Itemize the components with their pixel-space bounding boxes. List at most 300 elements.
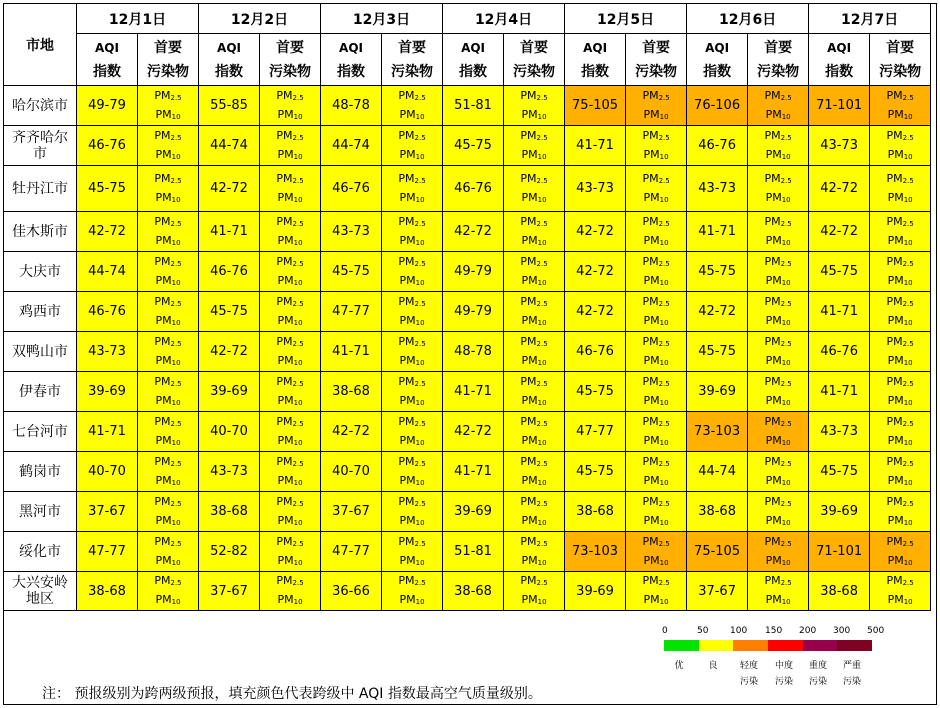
- table-row: [4, 532, 931, 572]
- aqi-range-cell: 36-66: [321, 572, 382, 611]
- pollutant-pm10: $PM_{10}$: [277, 393, 303, 407]
- aqi-range-cell: 47-77: [565, 412, 626, 452]
- pollutant-pm10: $PM_{10}$: [643, 107, 669, 121]
- aqi-range-cell: 55-85: [199, 86, 260, 126]
- primary-pollutant-cell: [138, 532, 199, 572]
- primary-pollutant-cell: [260, 412, 321, 452]
- pollutant-pm10: $PM_{10}$: [521, 513, 547, 527]
- primary-pollutant-cell: [870, 166, 931, 212]
- legend-level-label: [698, 658, 728, 674]
- city-name-line: 七台河市: [12, 423, 68, 440]
- city-name: [4, 372, 77, 412]
- pollutant-pm10: $PM_{10}$: [155, 473, 181, 487]
- pollutant-pm25: $PM_{2.5}$: [886, 454, 914, 468]
- pollutant-pm25: $PM_{2.5}$: [764, 254, 792, 268]
- primary-pollutant-cell: [870, 452, 931, 492]
- pollutant-pm25: $PM_{2.5}$: [276, 454, 304, 468]
- primary-pollutant-cell: [626, 572, 687, 611]
- aqi-header-line2: 指数: [215, 63, 244, 80]
- primary-pollutant-cell: [382, 452, 443, 492]
- primary-pollutant-cell: [260, 532, 321, 572]
- aqi-range-cell: 38-68: [321, 372, 382, 412]
- primary-pollutant-cell: [870, 126, 931, 166]
- pollutant-pm25: $PM_{2.5}$: [276, 494, 304, 508]
- primary-pollutant-cell: [870, 532, 931, 572]
- primary-pollutant-cell: [748, 372, 809, 412]
- primary-pollutant-cell: [260, 372, 321, 412]
- pollutant-pm10: $PM_{10}$: [521, 353, 547, 367]
- pollutant-pm10: $PM_{10}$: [155, 393, 181, 407]
- pollutant-pm25: $PM_{2.5}$: [886, 214, 914, 228]
- primary-pollutant-cell: [504, 492, 565, 532]
- primary-pollutant-cell: [870, 372, 931, 412]
- city-name: [4, 126, 77, 166]
- aqi-range-cell: 48-78: [321, 86, 382, 126]
- city-name: [4, 252, 77, 292]
- pollutant-header-line2: 污染物: [635, 63, 678, 80]
- primary-pollutant-cell: [626, 212, 687, 252]
- primary-pollutant-cell: [260, 166, 321, 212]
- aqi-header-line1: AQI: [339, 40, 363, 55]
- aqi-range-cell: 39-69: [687, 372, 748, 412]
- primary-pollutant-cell: [382, 212, 443, 252]
- pollutant-header-line2: 污染物: [147, 63, 189, 80]
- primary-pollutant-cell: [748, 492, 809, 532]
- pollutant-pm10: $PM_{10}$: [277, 313, 303, 327]
- pollutant-pm10: $PM_{10}$: [521, 393, 547, 407]
- aqi-range-cell: 42-72: [565, 252, 626, 292]
- pollutant-pm25: $PM_{2.5}$: [520, 494, 548, 508]
- pollutant-pm10: $PM_{10}$: [155, 233, 181, 247]
- pollutant-pm10: $PM_{10}$: [521, 107, 547, 121]
- pollutant-pm10: $PM_{10}$: [765, 473, 791, 487]
- primary-pollutant-cell: [382, 372, 443, 412]
- pollutant-pm10: $PM_{10}$: [155, 553, 181, 567]
- table-row: [4, 212, 931, 252]
- pollutant-pm25: $PM_{2.5}$: [154, 494, 182, 508]
- primary-pollutant-cell: [626, 452, 687, 492]
- aqi-range-cell: 45-75: [687, 252, 748, 292]
- table-row: [4, 292, 931, 332]
- pollutant-header-line1: 首要: [398, 39, 427, 56]
- pollutant-pm10: $PM_{10}$: [643, 553, 669, 567]
- pollutant-pm10: $PM_{10}$: [399, 393, 425, 407]
- pollutant-pm25: $PM_{2.5}$: [520, 128, 548, 142]
- aqi-range-cell: 46-76: [199, 252, 260, 292]
- aqi-range-cell: 38-68: [809, 572, 870, 611]
- primary-pollutant-cell: [748, 412, 809, 452]
- aqi-range-cell: 45-75: [687, 332, 748, 372]
- pollutant-pm25: $PM_{2.5}$: [154, 374, 182, 388]
- pollutant-pm25: $PM_{2.5}$: [886, 88, 914, 102]
- aqi-range-cell: 38-68: [199, 492, 260, 532]
- pollutant-pm25: $PM_{2.5}$: [520, 534, 548, 548]
- aqi-range-cell: 49-79: [443, 252, 504, 292]
- legend-level-text: 良: [708, 661, 718, 671]
- aqi-range-cell: 38-68: [77, 572, 138, 611]
- primary-pollutant-header: [382, 34, 443, 86]
- pollutant-header-line1: 首要: [642, 39, 671, 56]
- primary-pollutant-cell: [382, 292, 443, 332]
- aqi-range-cell: 39-69: [565, 572, 626, 611]
- primary-pollutant-cell: [382, 412, 443, 452]
- pollutant-pm25: $PM_{2.5}$: [276, 334, 304, 348]
- aqi-range-cell: 41-71: [77, 412, 138, 452]
- pollutant-pm25: $PM_{2.5}$: [276, 171, 304, 185]
- primary-pollutant-cell: [138, 332, 199, 372]
- pollutant-pm10: $PM_{10}$: [277, 553, 303, 567]
- pollutant-pm10: $PM_{10}$: [887, 553, 913, 567]
- pollutant-pm25: $PM_{2.5}$: [642, 574, 670, 587]
- pollutant-pm25: $PM_{2.5}$: [398, 454, 426, 468]
- pollutant-pm10: $PM_{10}$: [155, 190, 181, 204]
- aqi-range-cell: 37-67: [77, 492, 138, 532]
- pollutant-pm10: $PM_{10}$: [765, 593, 791, 606]
- primary-pollutant-cell: [382, 532, 443, 572]
- table-row: [4, 166, 931, 212]
- city-name-line: 绥化市: [19, 543, 61, 560]
- legend-tick-label: 200: [799, 626, 817, 636]
- pollutant-header-line2: 污染物: [391, 63, 434, 80]
- aqi-range-cell: 38-68: [687, 492, 748, 532]
- footnote: 注： 预报级别为跨两级预报，填充颜色代表跨级中 AQI 指数最高空气质量级别。: [42, 686, 542, 702]
- primary-pollutant-cell: [748, 252, 809, 292]
- pollutant-pm25: $PM_{2.5}$: [642, 294, 670, 308]
- primary-pollutant-cell: [382, 126, 443, 166]
- legend-tick-label: 50: [697, 626, 709, 636]
- city-name-line: 哈尔滨市: [12, 97, 68, 114]
- pollutant-pm25: $PM_{2.5}$: [398, 88, 426, 102]
- aqi-range-cell: 47-77: [321, 532, 382, 572]
- pollutant-pm25: $PM_{2.5}$: [764, 454, 792, 468]
- pollutant-pm10: $PM_{10}$: [155, 433, 181, 447]
- aqi-range-cell: 45-75: [565, 452, 626, 492]
- city-name-line: 地区: [26, 591, 54, 607]
- primary-pollutant-cell: [626, 166, 687, 212]
- legend-color-swatch: [664, 640, 699, 651]
- aqi-range-cell: 39-69: [443, 492, 504, 532]
- aqi-range-cell: 43-73: [77, 332, 138, 372]
- aqi-range-cell: 47-77: [77, 532, 138, 572]
- aqi-range-cell: 46-76: [77, 126, 138, 166]
- pollutant-pm25: $PM_{2.5}$: [276, 374, 304, 388]
- aqi-color-legend: [662, 626, 885, 690]
- primary-pollutant-cell: [626, 372, 687, 412]
- city-name: [4, 212, 77, 252]
- primary-pollutant-cell: [626, 492, 687, 532]
- pollutant-header-line2: 污染物: [879, 63, 922, 80]
- pollutant-pm10: $PM_{10}$: [521, 190, 547, 204]
- pollutant-pm25: $PM_{2.5}$: [276, 214, 304, 228]
- pollutant-pm25: $PM_{2.5}$: [642, 414, 670, 428]
- primary-pollutant-cell: [138, 452, 199, 492]
- pollutant-pm10: $PM_{10}$: [643, 513, 669, 527]
- aqi-range-cell: 42-72: [565, 292, 626, 332]
- legend-level-text: 严重: [842, 661, 861, 671]
- pollutant-pm10: $PM_{10}$: [521, 233, 547, 247]
- primary-pollutant-cell: [382, 332, 443, 372]
- pollutant-header-line2: 污染物: [757, 63, 800, 80]
- aqi-range-cell: 39-69: [77, 372, 138, 412]
- pollutant-pm25: $PM_{2.5}$: [520, 88, 548, 102]
- pollutant-pm25: $PM_{2.5}$: [154, 574, 182, 587]
- pollutant-pm10: $PM_{10}$: [155, 313, 181, 327]
- aqi-range-cell: 37-67: [321, 492, 382, 532]
- pollutant-pm25: $PM_{2.5}$: [276, 534, 304, 548]
- pollutant-pm25: $PM_{2.5}$: [520, 214, 548, 228]
- legend-color-swatch: [837, 640, 872, 651]
- pollutant-header-line1: 首要: [154, 39, 182, 56]
- pollutant-pm10: $PM_{10}$: [521, 147, 547, 161]
- primary-pollutant-cell: [260, 86, 321, 126]
- pollutant-pm10: $PM_{10}$: [399, 353, 425, 367]
- pollutant-pm10: $PM_{10}$: [765, 433, 791, 447]
- primary-pollutant-cell: [504, 412, 565, 452]
- pollutant-pm25: $PM_{2.5}$: [764, 534, 792, 548]
- primary-pollutant-header: [626, 34, 687, 86]
- primary-pollutant-cell: [870, 332, 931, 372]
- legend-level-label: [734, 658, 764, 690]
- aqi-range-cell: 45-75: [199, 292, 260, 332]
- table-row: [4, 492, 931, 532]
- pollutant-pm25: $PM_{2.5}$: [520, 334, 548, 348]
- aqi-range-cell: 42-72: [687, 292, 748, 332]
- aqi-range-cell: 71-101: [809, 532, 870, 572]
- primary-pollutant-cell: [138, 292, 199, 332]
- pollutant-pm10: $PM_{10}$: [887, 513, 913, 527]
- pollutant-header-line1: 首要: [276, 39, 305, 56]
- primary-pollutant-cell: [504, 452, 565, 492]
- primary-pollutant-header: [748, 34, 809, 86]
- aqi-range-cell: 46-76: [321, 166, 382, 212]
- pollutant-pm25: $PM_{2.5}$: [276, 414, 304, 428]
- pollutant-pm25: $PM_{2.5}$: [398, 534, 426, 548]
- city-name: [4, 452, 77, 492]
- aqi-range-cell: 46-76: [443, 166, 504, 212]
- primary-pollutant-cell: [626, 86, 687, 126]
- pollutant-pm25: $PM_{2.5}$: [398, 171, 426, 185]
- pollutant-pm10: $PM_{10}$: [521, 433, 547, 447]
- pollutant-pm25: $PM_{2.5}$: [642, 171, 670, 185]
- primary-pollutant-cell: [138, 492, 199, 532]
- aqi-range-cell: 45-75: [565, 372, 626, 412]
- pollutant-pm10: $PM_{10}$: [643, 147, 669, 161]
- primary-pollutant-cell: [382, 492, 443, 532]
- aqi-header-line2: 指数: [459, 63, 488, 80]
- pollutant-pm10: $PM_{10}$: [887, 433, 913, 447]
- aqi-header-line2: 指数: [337, 63, 366, 80]
- pollutant-pm10: $PM_{10}$: [887, 473, 913, 487]
- legend-level-text: 重度: [808, 661, 827, 671]
- legend-color-swatch: [699, 640, 734, 651]
- aqi-range-cell: 45-75: [809, 452, 870, 492]
- city-name: [4, 86, 77, 126]
- pollutant-pm25: $PM_{2.5}$: [764, 494, 792, 508]
- primary-pollutant-cell: [382, 252, 443, 292]
- primary-pollutant-cell: [138, 126, 199, 166]
- primary-pollutant-cell: [504, 572, 565, 611]
- pollutant-header-line1: 首要: [764, 39, 793, 56]
- pollutant-pm25: $PM_{2.5}$: [398, 574, 426, 587]
- pollutant-pm10: $PM_{10}$: [277, 273, 303, 287]
- aqi-range-cell: 42-72: [321, 412, 382, 452]
- primary-pollutant-cell: [504, 532, 565, 572]
- pollutant-pm25: $PM_{2.5}$: [886, 254, 914, 268]
- city-name-line: 双鸭山市: [12, 343, 68, 360]
- pollutant-pm25: $PM_{2.5}$: [520, 254, 548, 268]
- table-row: [4, 372, 931, 412]
- primary-pollutant-cell: [870, 252, 931, 292]
- pollutant-pm25: $PM_{2.5}$: [276, 294, 304, 308]
- date-header: 12月6日: [687, 4, 809, 34]
- pollutant-pm25: $PM_{2.5}$: [398, 294, 426, 308]
- aqi-range-cell: 42-72: [443, 412, 504, 452]
- pollutant-pm10: $PM_{10}$: [887, 190, 913, 204]
- pollutant-pm25: $PM_{2.5}$: [764, 171, 792, 185]
- pollutant-pm10: $PM_{10}$: [765, 273, 791, 287]
- aqi-range-cell: 41-71: [443, 452, 504, 492]
- pollutant-pm10: $PM_{10}$: [643, 233, 669, 247]
- date-header: 12月1日: [77, 4, 199, 34]
- primary-pollutant-cell: [748, 86, 809, 126]
- primary-pollutant-cell: [626, 412, 687, 452]
- aqi-index-header: [565, 34, 626, 86]
- pollutant-pm25: $PM_{2.5}$: [642, 494, 670, 508]
- pollutant-pm10: $PM_{10}$: [521, 273, 547, 287]
- pollutant-pm10: $PM_{10}$: [643, 433, 669, 447]
- pollutant-pm25: $PM_{2.5}$: [398, 254, 426, 268]
- aqi-range-cell: 41-71: [321, 332, 382, 372]
- pollutant-pm10: $PM_{10}$: [887, 593, 913, 606]
- pollutant-pm10: $PM_{10}$: [765, 147, 791, 161]
- legend-level-text: 污染: [808, 677, 827, 687]
- aqi-range-cell: 41-71: [443, 372, 504, 412]
- pollutant-pm10: $PM_{10}$: [277, 147, 303, 161]
- pollutant-pm10: $PM_{10}$: [765, 353, 791, 367]
- aqi-range-cell: 37-67: [199, 572, 260, 611]
- pollutant-pm10: $PM_{10}$: [887, 107, 913, 121]
- pollutant-pm25: $PM_{2.5}$: [398, 494, 426, 508]
- pollutant-pm25: $PM_{2.5}$: [154, 88, 182, 102]
- pollutant-pm10: $PM_{10}$: [887, 273, 913, 287]
- aqi-index-header: [443, 34, 504, 86]
- legend-level-label: [664, 658, 694, 674]
- pollutant-pm25: $PM_{2.5}$: [276, 574, 304, 587]
- pollutant-pm10: $PM_{10}$: [765, 233, 791, 247]
- pollutant-pm25: $PM_{2.5}$: [398, 374, 426, 388]
- aqi-range-cell: 43-73: [321, 212, 382, 252]
- pollutant-pm25: $PM_{2.5}$: [642, 534, 670, 548]
- pollutant-pm10: $PM_{10}$: [155, 107, 181, 121]
- primary-pollutant-cell: [748, 572, 809, 611]
- primary-pollutant-cell: [138, 412, 199, 452]
- primary-pollutant-cell: [138, 212, 199, 252]
- primary-pollutant-cell: [504, 252, 565, 292]
- aqi-range-cell: 44-74: [687, 452, 748, 492]
- aqi-range-cell: 45-75: [321, 252, 382, 292]
- pollutant-pm25: $PM_{2.5}$: [276, 88, 304, 102]
- legend-tick-label: 500: [867, 626, 885, 636]
- pollutant-pm25: $PM_{2.5}$: [520, 414, 548, 428]
- primary-pollutant-cell: [260, 126, 321, 166]
- pollutant-pm25: $PM_{2.5}$: [642, 88, 670, 102]
- pollutant-pm25: $PM_{2.5}$: [642, 374, 670, 388]
- pollutant-pm10: $PM_{10}$: [765, 313, 791, 327]
- pollutant-pm10: $PM_{10}$: [155, 273, 181, 287]
- city-name-line: 市: [33, 145, 47, 162]
- pollutant-pm25: $PM_{2.5}$: [276, 254, 304, 268]
- pollutant-pm10: $PM_{10}$: [155, 147, 181, 161]
- pollutant-pm10: $PM_{10}$: [277, 593, 303, 606]
- aqi-header-line2: 指数: [581, 63, 610, 80]
- pollutant-pm25: $PM_{2.5}$: [886, 494, 914, 508]
- pollutant-pm10: $PM_{10}$: [277, 473, 303, 487]
- pollutant-pm25: $PM_{2.5}$: [398, 334, 426, 348]
- aqi-range-cell: 45-75: [809, 252, 870, 292]
- pollutant-pm10: $PM_{10}$: [399, 233, 425, 247]
- primary-pollutant-cell: [504, 372, 565, 412]
- aqi-range-cell: 45-75: [77, 166, 138, 212]
- pollutant-pm10: $PM_{10}$: [399, 593, 425, 606]
- pollutant-pm25: $PM_{2.5}$: [520, 294, 548, 308]
- pollutant-pm25: $PM_{2.5}$: [886, 374, 914, 388]
- aqi-range-cell: 46-76: [565, 332, 626, 372]
- aqi-range-cell: 40-70: [77, 452, 138, 492]
- legend-color-swatch: [733, 640, 768, 651]
- aqi-range-cell: 49-79: [77, 86, 138, 126]
- pollutant-pm25: $PM_{2.5}$: [886, 171, 914, 185]
- pollutant-pm25: $PM_{2.5}$: [886, 414, 914, 428]
- table-row: [4, 86, 931, 126]
- aqi-range-cell: 51-81: [443, 532, 504, 572]
- primary-pollutant-cell: [870, 412, 931, 452]
- aqi-range-cell: 42-72: [565, 212, 626, 252]
- pollutant-pm25: $PM_{2.5}$: [642, 128, 670, 142]
- legend-tick-label: 150: [765, 626, 783, 636]
- primary-pollutant-cell: [870, 492, 931, 532]
- city-name-line: 黑河市: [19, 503, 61, 520]
- pollutant-pm25: $PM_{2.5}$: [154, 334, 182, 348]
- pollutant-pm10: $PM_{10}$: [399, 147, 425, 161]
- primary-pollutant-cell: [260, 332, 321, 372]
- primary-pollutant-cell: [748, 292, 809, 332]
- primary-pollutant-cell: [748, 126, 809, 166]
- pollutant-pm10: $PM_{10}$: [399, 433, 425, 447]
- pollutant-header-line2: 污染物: [513, 63, 556, 80]
- primary-pollutant-cell: [504, 166, 565, 212]
- pollutant-header-line2: 污染物: [269, 63, 312, 80]
- aqi-range-cell: 39-69: [199, 372, 260, 412]
- primary-pollutant-cell: [260, 492, 321, 532]
- city-name-line: 鸡西市: [19, 303, 61, 320]
- date-header: 12月7日: [809, 4, 931, 34]
- primary-pollutant-cell: [870, 212, 931, 252]
- aqi-range-cell: 41-71: [809, 292, 870, 332]
- table-row: [4, 126, 931, 166]
- aqi-range-cell: 42-72: [77, 212, 138, 252]
- primary-pollutant-cell: [626, 532, 687, 572]
- city-name-line: 牡丹江市: [12, 180, 68, 197]
- primary-pollutant-cell: [138, 572, 199, 611]
- pollutant-pm10: $PM_{10}$: [765, 553, 791, 567]
- pollutant-pm10: $PM_{10}$: [399, 473, 425, 487]
- legend-tick-label: 300: [833, 626, 851, 636]
- city-name: [4, 532, 77, 572]
- primary-pollutant-cell: [382, 166, 443, 212]
- aqi-header-line1: AQI: [827, 40, 852, 55]
- aqi-range-cell: 47-77: [321, 292, 382, 332]
- primary-pollutant-cell: [748, 332, 809, 372]
